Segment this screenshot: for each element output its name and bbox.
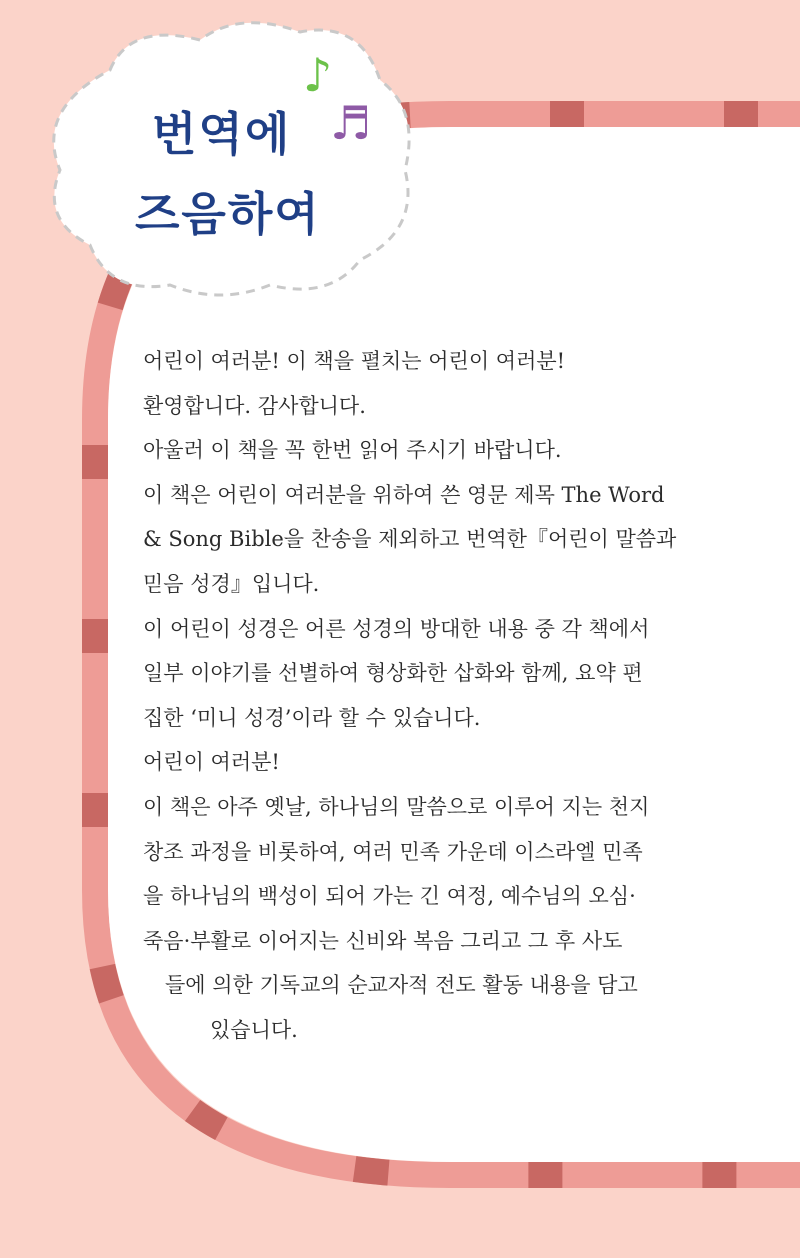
body-line: 어린이 여러분! <box>143 750 280 774</box>
body-line: 이 어린이 성경은 어른 성경의 방대한 내용 중 각 책에서 <box>143 617 650 641</box>
music-notes-icon: ♬ <box>330 96 372 150</box>
body-line: 이 책은 어린이 여러분을 위하여 쓴 영문 제목 The Word <box>143 483 665 507</box>
body-line: 일부 이야기를 선별하여 형상화한 삽화와 함께, 요약 편 <box>143 661 643 685</box>
body-line: & Song Bible을 찬송을 제외하고 번역한『어린이 말씀과 <box>143 527 677 551</box>
body-line: 어린이 여러분! 이 책을 펼치는 어린이 여러분! <box>143 349 566 373</box>
body-line: 아울러 이 책을 꼭 한번 읽어 주시기 바랍니다. <box>143 438 562 462</box>
music-note-icon: ♪ <box>303 48 333 102</box>
body-line: 환영합니다. 감사합니다. <box>143 394 366 418</box>
body-line: 을 하나님의 백성이 되어 가는 긴 여정, 예수님의 오심· <box>143 884 636 908</box>
body-line: 죽음·부활로 이어지는 신비와 복음 그리고 그 후 사도 <box>143 929 623 953</box>
body-line: 있습니다. <box>210 1018 298 1042</box>
body-line: 창조 과정을 비롯하여, 여러 민족 가운데 이스라엘 민족 <box>143 840 643 864</box>
title-line-2: 즈음하여 <box>135 187 321 241</box>
body-line: 들에 의한 기독교의 순교자적 전도 활동 내용을 담고 <box>165 973 638 997</box>
body-line: 집한 ‘미니 성경’이라 할 수 있습니다. <box>143 706 481 730</box>
body-line: 이 책은 아주 옛날, 하나님의 말씀으로 이루어 지는 천지 <box>143 795 650 819</box>
body-line: 믿음 성경』입니다. <box>143 572 320 596</box>
title-line-1: 번역에 <box>152 107 292 161</box>
